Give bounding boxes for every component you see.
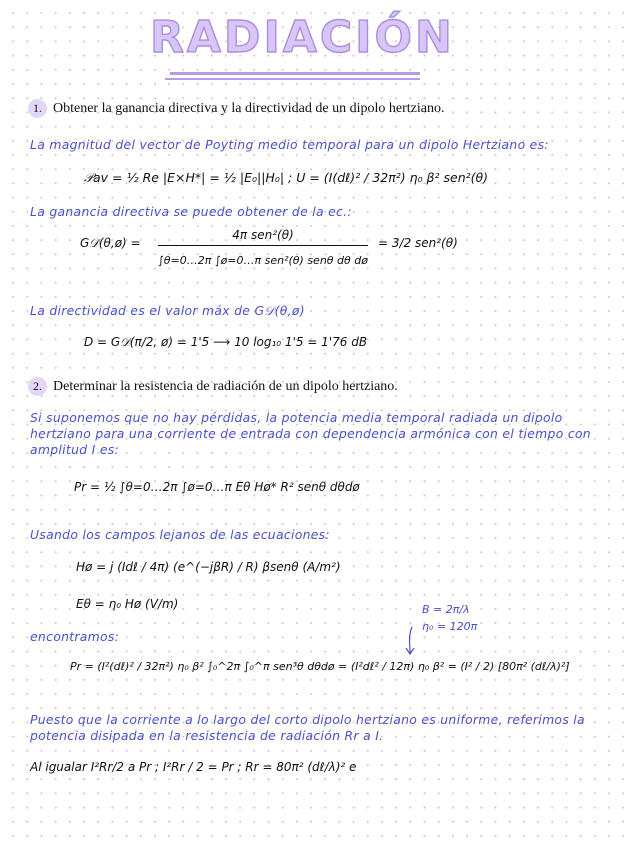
gain-rhs: = 3/2 sen²(θ) bbox=[378, 236, 458, 250]
equation-final: Al igualar I²Rr/2 a Pr ; I²Rr / 2 = Pr ; Rr = 80π² (dℓ/λ)² e bbox=[30, 760, 357, 774]
equation-poynting: 𝒫av = ½ Re |E×H*| = ½ |E₀||H₀| ; U = (I(dℓ)² / 32π²) η₀ β² sen²(θ) bbox=[84, 170, 489, 185]
question-text: Determinar la resistencia de radiación de un dipolo hertziano. bbox=[53, 379, 398, 394]
equation-h-field: Hø = j (Idℓ / 4π) (e^(−jβR) / R) βsenθ (A/m²) bbox=[76, 560, 341, 574]
equation-radiated-power: Pr = ½ ∫θ=0…2π ∫ø=0…π Eθ Hø* R² senθ dθdø bbox=[74, 480, 360, 494]
handwritten-directivity-intro: La directividad es el valor máx de G𝒟(θ,ø) bbox=[30, 303, 305, 318]
arrow-down-icon bbox=[404, 626, 416, 656]
gain-fraction bbox=[158, 228, 368, 267]
handwritten-intro-2: Si suponemos que no hay pérdidas, la potencia media temporal radiada un dipolo hertziano para una corriente de entrada con dependencia armónica con el tiempo con amplitud I es: bbox=[30, 410, 591, 457]
title-underline-2 bbox=[165, 78, 420, 80]
note-eta: η₀ = 120π bbox=[422, 620, 478, 633]
question-text: Obtener la ganancia directiva y la directividad de un dipolo hertziano. bbox=[53, 101, 445, 116]
handwritten-found: encontramos: bbox=[30, 629, 120, 644]
question-number: 1. bbox=[28, 99, 47, 118]
handwritten-intro-1: La magnitud del vector de Poyting medio temporal para un dipolo Hertziano es: bbox=[30, 137, 549, 152]
page-title: RADIACIÓN bbox=[150, 12, 455, 63]
question-2 bbox=[28, 377, 398, 396]
handwritten-gain-intro: La ganancia directiva se puede obtener de la ec.: bbox=[30, 204, 352, 219]
equation-result: Pr = (I²(dℓ)² / 32π²) η₀ β² ∫₀^2π ∫₀^π sen³θ dθdø = (I²dℓ² / 12π) η₀ β² = (I² / 2) [80π² (dℓ/λ)²] bbox=[70, 660, 570, 673]
handwritten-conclusion: Puesto que la corriente a lo largo del corto dipolo hertziano es uniforme, referimos la potencia disipada en la resistencia de radiación Rr a I. bbox=[30, 712, 585, 743]
equation-e-field: Eθ = η₀ Hø (V/m) bbox=[76, 597, 179, 611]
gain-numerator: 4π sen²(θ) bbox=[158, 228, 368, 246]
equation-gain bbox=[80, 228, 141, 250]
handwritten-fields-intro: Usando los campos lejanos de las ecuaciones: bbox=[30, 527, 330, 542]
note-beta: B = 2π/λ bbox=[422, 603, 470, 616]
question-number: 2. bbox=[28, 377, 47, 396]
gain-lhs: G𝒟(θ,ø) = bbox=[80, 236, 141, 250]
question-1 bbox=[28, 99, 444, 118]
title-underline bbox=[170, 72, 420, 75]
equation-directivity: D = G𝒟(π/2, ø) = 1'5 ⟶ 10 log₁₀ 1'5 = 1'76 dB bbox=[84, 335, 368, 349]
gain-denominator: ∫θ=0…2π ∫ø=0…π sen²(θ) senθ dθ dø bbox=[158, 254, 368, 267]
